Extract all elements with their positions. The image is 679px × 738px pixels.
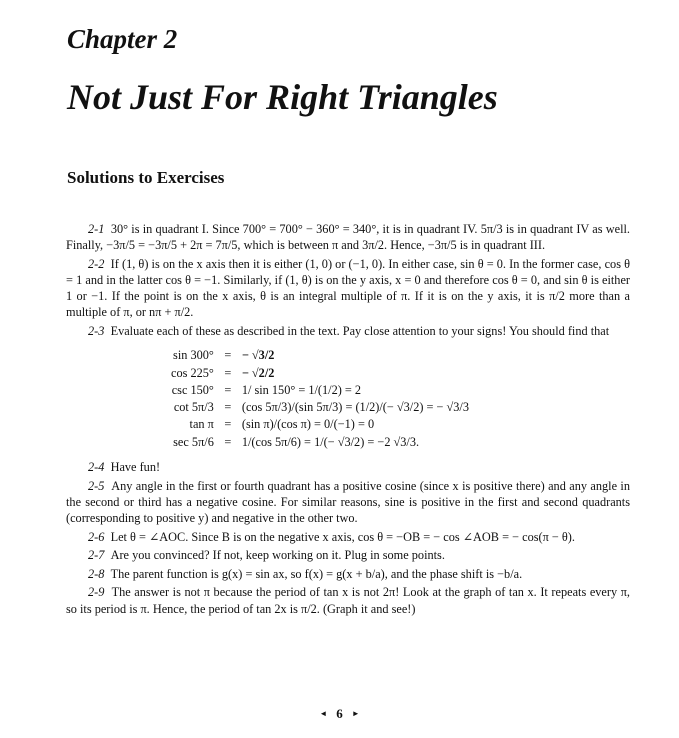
exercise-2-2 bbox=[66, 256, 630, 321]
equals-sign: = bbox=[224, 348, 232, 363]
equation-row bbox=[171, 347, 469, 364]
equals-sign: = bbox=[224, 417, 232, 432]
equation-row bbox=[171, 434, 469, 451]
exercise-2-4 bbox=[66, 459, 630, 475]
exercise-2-5 bbox=[66, 478, 630, 527]
equation-rhs: (cos 5π/3)/(sin 5π/3) = (1/2)/(− √3/2) = − √3/3 bbox=[241, 400, 469, 415]
page-footer bbox=[0, 706, 679, 722]
equation-rhs: 1/(cos 5π/6) = 1/(− √3/2) = −2 √3/3. bbox=[241, 434, 420, 449]
next-page-icon[interactable]: ► bbox=[351, 709, 360, 718]
exercise-number: 2-1 bbox=[88, 222, 105, 236]
exercise-text: Are you convinced? If not, keep working on it. Plug in some points. bbox=[110, 548, 445, 563]
equation-table bbox=[171, 347, 469, 451]
exercise-text: Evaluate each of these as described in the text. Pay close attention to your signs! You should find that bbox=[110, 324, 610, 338]
exercise-2-1 bbox=[66, 221, 630, 253]
exercise-number: 2-5 bbox=[88, 478, 105, 493]
equation-lhs: sec 5π/6 bbox=[173, 434, 214, 449]
exercise-number: 2-7 bbox=[88, 548, 105, 563]
equals-sign: = bbox=[224, 382, 232, 397]
exercise-number: 2-3 bbox=[88, 324, 105, 338]
exercise-2-6 bbox=[66, 529, 630, 545]
equation-lhs: cot 5π/3 bbox=[173, 400, 214, 415]
equation-rhs bbox=[242, 365, 469, 382]
solutions-body bbox=[66, 221, 630, 619]
equation-rhs: (sin π)/(cos π) = 0/(−1) = 0 bbox=[241, 417, 375, 432]
exercise-number: 2-2 bbox=[88, 256, 105, 271]
page-number: 6 bbox=[336, 706, 343, 721]
equation-row bbox=[171, 382, 469, 399]
exercise-text: Any angle in the first or fourth quadrant has a positive cosine (since x is positive there) and any angle in the second or third has a negative cosine. For similar reasons, sine is positive in the first and second quadrants (corresponding to positive y) and negative in the other two. bbox=[66, 478, 630, 525]
equation-lhs: cos 225° bbox=[171, 365, 214, 380]
equation-lhs: sin 300° bbox=[173, 348, 214, 363]
exercise-2-9 bbox=[66, 584, 630, 616]
equation-rhs: 1/ sin 150° = 1/(1/2) = 2 bbox=[241, 382, 362, 397]
equation-row bbox=[171, 365, 469, 382]
equals-sign: = bbox=[224, 434, 232, 449]
equation-row bbox=[171, 399, 469, 416]
equation-row bbox=[171, 416, 469, 433]
exercise-number: 2-8 bbox=[88, 566, 105, 581]
equation-lhs: csc 150° bbox=[171, 382, 214, 397]
equation-lhs: tan π bbox=[189, 417, 214, 432]
equation-rhs bbox=[242, 347, 469, 364]
exercise-number: 2-6 bbox=[88, 529, 105, 544]
chapter-label: Chapter 2 bbox=[67, 24, 178, 54]
prev-page-icon[interactable]: ◄ bbox=[319, 709, 328, 718]
equation-result: − √2/2 bbox=[241, 365, 275, 380]
exercise-2-8 bbox=[66, 566, 630, 582]
exercise-text: Have fun! bbox=[110, 459, 161, 474]
exercise-number: 2-9 bbox=[88, 585, 105, 600]
exercise-number: 2-4 bbox=[88, 459, 105, 474]
exercise-text: 30° is in quadrant I. Since 700° = 700° − 360° = 340°, it is in quadrant IV. 5π/3 is in quadrant IV as well. Finally, −3π/5 = −3π/5 + 2π = 7π/5, which is between π and 3π/2. Hence, −3π/5 is in quadrant III. bbox=[66, 222, 631, 253]
exercise-2-7 bbox=[66, 547, 630, 563]
equation-result: − √3/2 bbox=[241, 348, 275, 363]
equals-sign: = bbox=[224, 400, 232, 415]
exercise-text: Let θ = ∠AOC. Since B is on the negative x axis, cos θ = −OB = − cos ∠AOB = − cos(π − θ). bbox=[110, 529, 575, 544]
exercise-text: The parent function is g(x) = sin ax, so f(x) = g(x + b/a), and the phase shift is −b/a. bbox=[110, 566, 523, 581]
exercise-text: The answer is not π because the period of tan x is not 2π! Look at the graph of tan x. It repeats every π, so its period is π. Hence, the period of tan 2x is π/2. (Graph it and see!) bbox=[66, 585, 630, 616]
equals-sign: = bbox=[224, 365, 232, 380]
section-title: Solutions to Exercises bbox=[67, 168, 225, 187]
exercise-2-3 bbox=[66, 323, 630, 339]
chapter-title: Not Just For Right Triangles bbox=[67, 77, 498, 117]
exercise-text: If (1, θ) is on the x axis then it is either (1, 0) or (−1, 0). In either case, sin θ = 0. In the former case, cos θ = 1 and in the latter cos θ = −1. Similarly, if (1, θ) is on the y axis, x = 0 and therefore cos θ = 0, and sin θ is either 1 or −1. If the point is on the x axis, θ is an integral multiple of π. If it is on the y axis, it is π/2 more than a multiple of π, or nπ + π/2. bbox=[66, 256, 630, 320]
